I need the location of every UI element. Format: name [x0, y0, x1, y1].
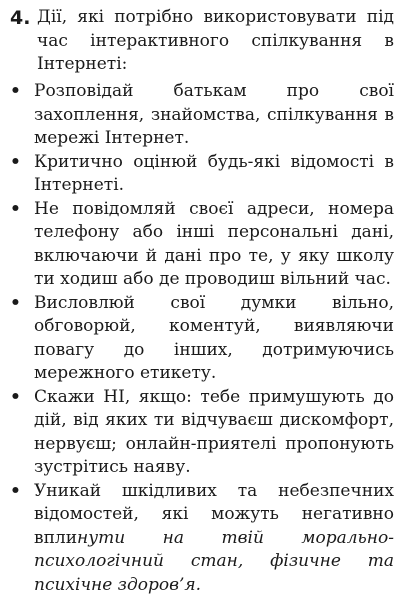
- task-statement: Дії, які потрібно використовувати під час інтерактивного спілкування в Інтернеті:: [37, 6, 394, 77]
- list-item: [4, 151, 394, 198]
- task-header: [10, 6, 394, 77]
- bullet-marker: •: [10, 386, 21, 410]
- bullet-text: Критично оцінюй будь-які відомості в Інтернеті.: [34, 151, 394, 198]
- bullet-text: [34, 480, 394, 597]
- list-item: [4, 480, 394, 597]
- bullet-marker: •: [10, 480, 21, 504]
- bullet-text-plain: Уникай шкідливих та небезпечних відомостей, які можуть негативно впли: [34, 481, 394, 548]
- bullet-marker: •: [10, 292, 21, 316]
- bullet-text: Скажи НІ, якщо: тебе примушують до дій, від яких ти відчуваєш дискомфорт, нервуєш; онлайн-приятелі пропонують зустрітись наяву.: [34, 386, 394, 480]
- bullet-text: Не повідомляй своєї адреси, номера телефону або інші персональні дані, включаючи й дані про те, у яку школу ти ходиш або де проводиш вільний час.: [34, 198, 394, 292]
- list-item: [4, 292, 394, 386]
- bullet-marker: •: [10, 80, 21, 104]
- list-item: [4, 198, 394, 292]
- bullet-text-italic: нути на твій морально-психологічний стан, фізичне та психічне здоров’я.: [34, 528, 394, 595]
- list-item: [4, 80, 394, 151]
- bullet-list: [4, 80, 394, 597]
- list-item: [4, 386, 394, 480]
- bullet-text: Розповідай батькам про свої захоплення, знайомства, спілкування в мережі Інтернет.: [34, 80, 394, 151]
- bullet-marker: •: [10, 198, 21, 222]
- task-number: 4.: [10, 6, 30, 30]
- bullet-marker: •: [10, 151, 21, 175]
- bullet-text: Висловлюй свої думки вільно, обговорюй, коментуй, виявляючи повагу до інших, дотримуючись мережного етикету.: [34, 292, 394, 386]
